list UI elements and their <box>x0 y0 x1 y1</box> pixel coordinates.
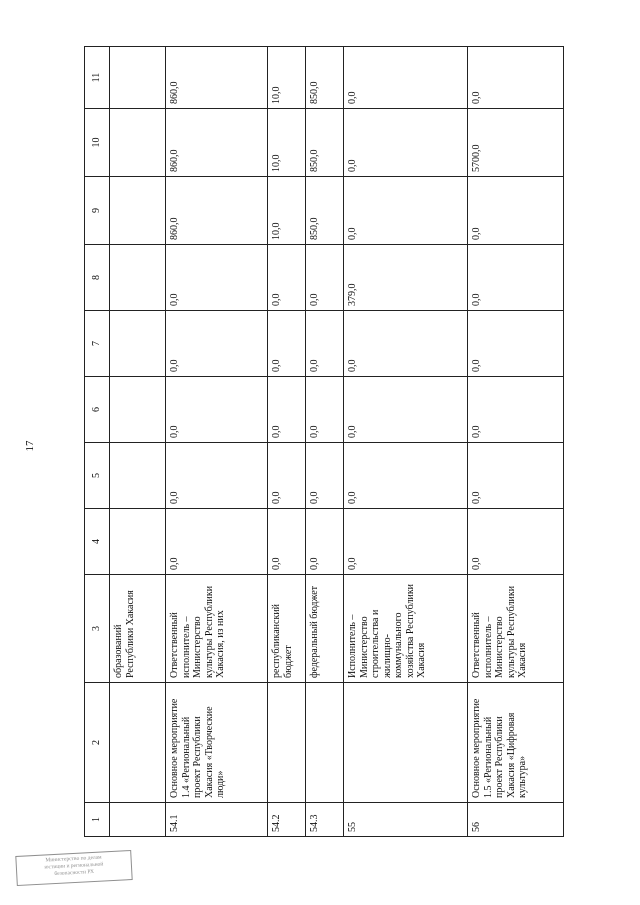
table-cell <box>110 509 166 575</box>
table-cell: 0,0 <box>166 377 268 443</box>
column-header: 6 <box>85 377 110 443</box>
table-cell: 0,0 <box>344 311 468 377</box>
table-cell: 0,0 <box>344 47 468 109</box>
column-header: 4 <box>85 509 110 575</box>
table-cell: 0,0 <box>468 47 564 109</box>
table-cell: Ответственный исполнитель – Министерство культуры Республики Хакасия, из них <box>166 575 268 683</box>
registration-stamp <box>15 850 132 886</box>
table-cell: 56 <box>468 803 564 837</box>
stamp-line: Министерство по делам <box>45 854 102 864</box>
table-row <box>306 47 344 837</box>
budget-table <box>84 46 564 837</box>
table-cell: 850,0 <box>306 109 344 177</box>
table-cell: 0,0 <box>166 311 268 377</box>
table-cell: республиканский бюджет <box>268 575 306 683</box>
table-cell <box>110 803 166 837</box>
table-cell: 860,0 <box>166 47 268 109</box>
table-cell: 10,0 <box>268 177 306 245</box>
table-cell: 0,0 <box>268 443 306 509</box>
table-cell: 54.1 <box>166 803 268 837</box>
table-cell: 0,0 <box>468 245 564 311</box>
table-cell: 850,0 <box>306 177 344 245</box>
table-cell: 0,0 <box>468 311 564 377</box>
table-cell: 0,0 <box>306 377 344 443</box>
table-cell <box>110 443 166 509</box>
table-cell <box>110 245 166 311</box>
table-cell <box>110 109 166 177</box>
table-cell: Основное мероприятие 1.4 «Региональный проект Республики Хакасия «Творческие люди» <box>166 683 268 803</box>
column-header: 5 <box>85 443 110 509</box>
column-header: 9 <box>85 177 110 245</box>
table-cell: 0,0 <box>344 109 468 177</box>
table-cell: 5700,0 <box>468 109 564 177</box>
table-cell: 0,0 <box>344 443 468 509</box>
table-cell: 0,0 <box>344 509 468 575</box>
table-cell <box>306 683 344 803</box>
column-header: 8 <box>85 245 110 311</box>
table-cell <box>110 47 166 109</box>
table-row <box>166 47 268 837</box>
table-cell: 850,0 <box>306 47 344 109</box>
table-cell: 860,0 <box>166 109 268 177</box>
column-header: 7 <box>85 311 110 377</box>
table-header-row <box>85 47 110 837</box>
table-cell: 0,0 <box>468 443 564 509</box>
table-cell: 10,0 <box>268 47 306 109</box>
table-cell: 0,0 <box>306 443 344 509</box>
table-cell: федеральный бюджет <box>306 575 344 683</box>
table-cell: Исполнитель – Министерство строительства и жилищно-коммунального хозяйства Республики Хакасия <box>344 575 468 683</box>
table-cell: 0,0 <box>306 311 344 377</box>
page-number: 17 <box>24 440 36 452</box>
column-header: 10 <box>85 109 110 177</box>
table-cell <box>110 177 166 245</box>
table-row <box>344 47 468 837</box>
column-header: 11 <box>85 47 110 109</box>
table-cell: 55 <box>344 803 468 837</box>
table-cell: Ответственный исполнитель – Министерство культуры Республики Хакасия <box>468 575 564 683</box>
table-cell: 0,0 <box>344 377 468 443</box>
table-cell <box>110 377 166 443</box>
table-cell: 0,0 <box>268 311 306 377</box>
table-row <box>110 47 166 837</box>
table-cell: 0,0 <box>268 509 306 575</box>
table-cell: 54.3 <box>306 803 344 837</box>
table-cell: 0,0 <box>166 443 268 509</box>
table-cell: 0,0 <box>468 509 564 575</box>
table-cell: 0,0 <box>306 245 344 311</box>
table-container <box>84 47 616 837</box>
column-header: 1 <box>85 803 110 837</box>
table-cell: образований Республики Хакасия <box>110 575 166 683</box>
table-row <box>468 47 564 837</box>
table-cell: 10,0 <box>268 109 306 177</box>
table-cell: 0,0 <box>268 245 306 311</box>
table-cell: Основное мероприятие 1.5 «Региональный проект Республики Хакасия «Цифровая культура» <box>468 683 564 803</box>
table-cell: 0,0 <box>306 509 344 575</box>
table-cell: 0,0 <box>268 377 306 443</box>
table-cell: 54.2 <box>268 803 306 837</box>
stamp-line: юстиции и региональной <box>44 861 104 871</box>
table-cell: 0,0 <box>166 509 268 575</box>
table-cell: 0,0 <box>166 245 268 311</box>
column-header: 3 <box>85 575 110 683</box>
table-row <box>268 47 306 837</box>
table-cell: 0,0 <box>344 177 468 245</box>
table-cell <box>268 683 306 803</box>
table-cell <box>344 683 468 803</box>
table-cell: 0,0 <box>468 177 564 245</box>
table-cell <box>110 311 166 377</box>
column-header: 2 <box>85 683 110 803</box>
table-cell <box>110 683 166 803</box>
table-cell: 379,0 <box>344 245 468 311</box>
stamp-line: безопасности РХ <box>54 869 95 878</box>
table-cell: 860,0 <box>166 177 268 245</box>
table-cell: 0,0 <box>468 377 564 443</box>
